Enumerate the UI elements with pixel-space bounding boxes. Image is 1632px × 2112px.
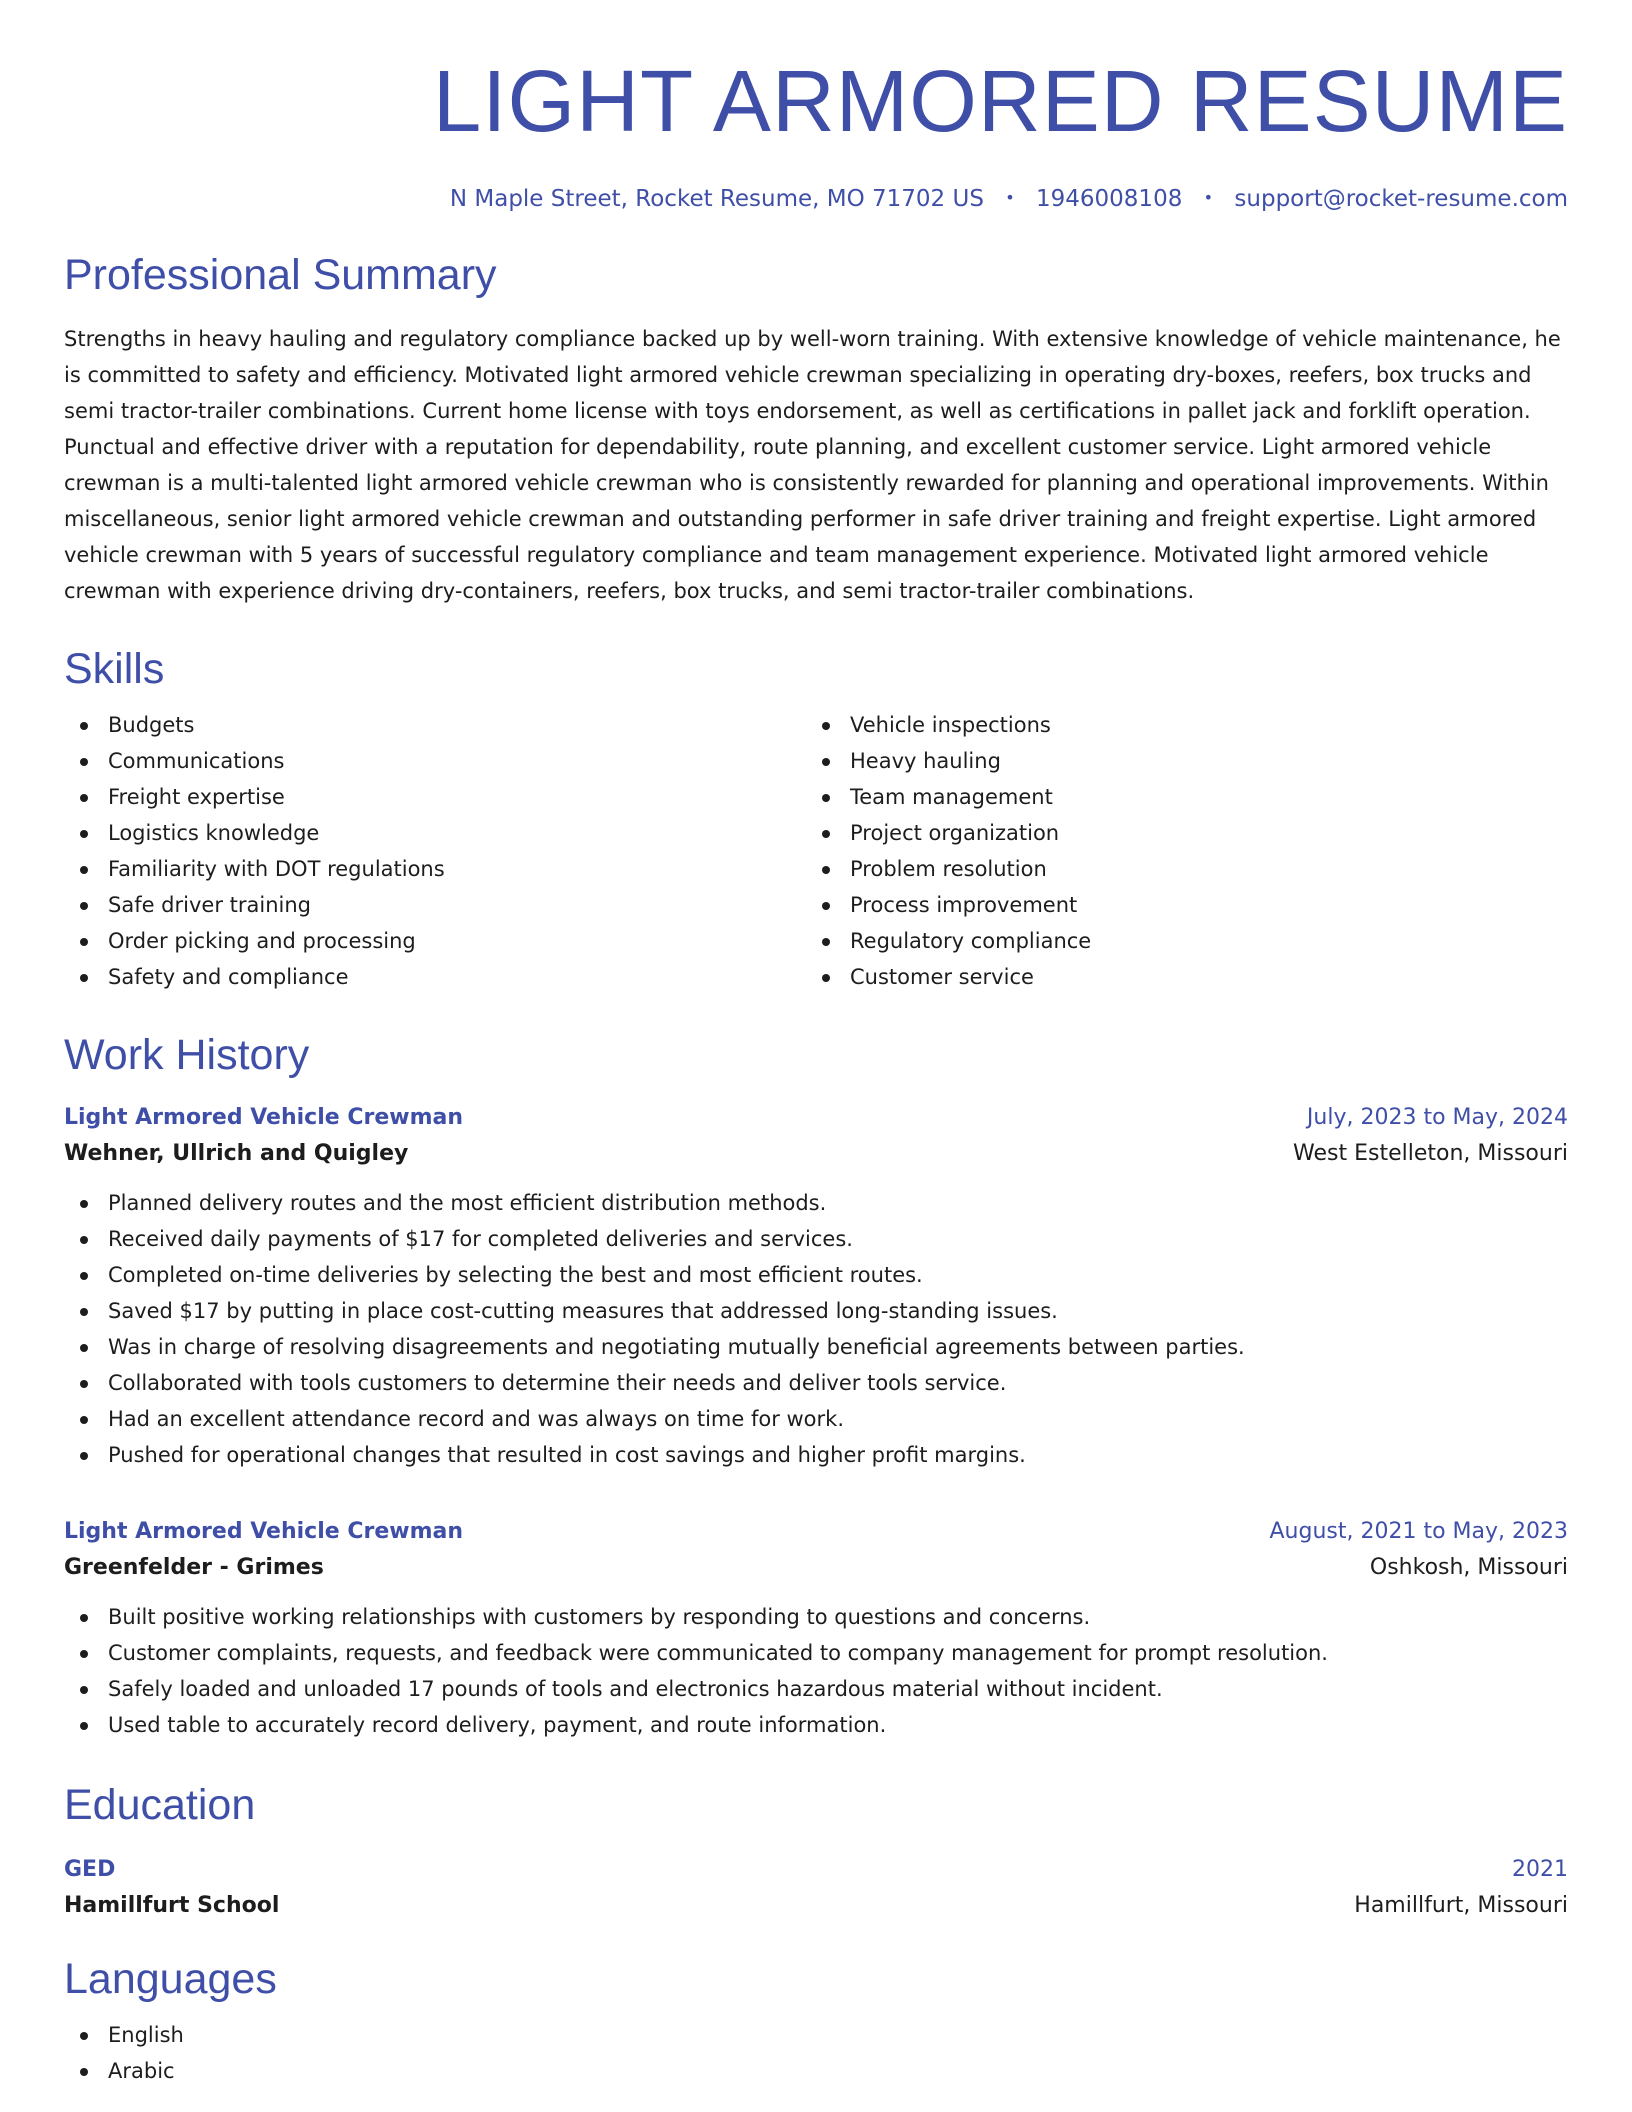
duty-item: Saved $17 by putting in place cost-cutting measures that addressed long-standing issues. [64,1293,1568,1329]
skill-item: Problem resolution [806,851,1548,887]
education-degree: GED [64,1857,116,1882]
contact-line [64,182,1568,215]
education-degree-row [64,1853,1568,1887]
summary-heading: Professional Summary [64,251,497,299]
skills-section [64,643,1568,995]
contact-separator: • [1005,188,1015,207]
skill-item: Freight expertise [64,779,806,815]
languages-list [64,2017,1568,2089]
duty-item: Customer complaints, requests, and feedback were communicated to company management for prompt resolution. [64,1635,1568,1671]
skills-list-right [806,707,1548,995]
job-title: Light Armored Vehicle Crewman [64,1519,464,1544]
summary-section [64,249,1568,609]
job-location: Oshkosh, Missouri [1369,1555,1568,1580]
job-duties [64,1185,1568,1473]
duty-item: Pushed for operational changes that resulted in cost savings and higher profit margins. [64,1437,1568,1473]
skill-item: Order picking and processing [64,923,806,959]
job-dates: July, 2023 to May, 2024 [1306,1105,1568,1130]
work-history-section [64,1029,1568,1743]
work-history-heading: Work History [64,1031,310,1079]
summary-text: Strengths in heavy hauling and regulatory compliance backed up by well-worn training. With extensive knowledge of vehicle maintenance, he is committed to safety and efficiency. Motivated light armored vehicle crewman specializing in operating dry-boxes, reefers, box trucks and semi tractor-trailer combinations. Current home license with toys endorsement, as well as certifications in pallet jack and forklift operation. Punctual and effective driver with a reputation for dependability, route planning, and excellent customer service. Light armored vehicle crewman is a multi-talented light armored vehicle crewman who is consistently rewarded for planning and operational improvements. Within miscellaneous, senior light armored vehicle crewman and outstanding performer in safe driver training and freight expertise. Light armored vehicle crewman with 5 years of successful regulatory compliance and team management experience. Motivated light armored vehicle crewman with experience driving dry-containers, reefers, box trucks, and semi tractor-trailer combinations. [64,327,1561,603]
duty-item: Safely loaded and unloaded 17 pounds of tools and electronics hazardous material without incident. [64,1671,1568,1707]
education-entry [64,1853,1568,1925]
skills-list-left [64,707,806,995]
skill-item: Heavy hauling [806,743,1548,779]
education-year: 2021 [1512,1857,1568,1882]
skill-item: Customer service [806,959,1548,995]
languages-section [64,1953,1568,2089]
duty-item: Received daily payments of $17 for completed deliveries and services. [64,1221,1568,1257]
language-item: Arabic [64,2053,1568,2089]
education-heading: Education [64,1781,256,1829]
job-duties [64,1599,1568,1743]
education-section [64,1779,1568,1925]
education-school-row [64,1887,1568,1925]
duty-item: Was in charge of resolving disagreements and negotiating mutually beneficial agreements between parties. [64,1329,1568,1365]
resume-page [64,0,1568,2089]
skills-heading: Skills [64,645,165,693]
job-title-row [64,1101,1568,1135]
duty-item: Completed on-time deliveries by selecting the best and most efficient routes. [64,1257,1568,1293]
skill-item: Logistics knowledge [64,815,806,851]
education-school: Hamillfurt School [64,1893,280,1918]
job-entry [64,1515,1568,1743]
resume-header [64,0,1568,215]
education-location: Hamillfurt, Missouri [1354,1893,1568,1918]
job-dates: August, 2021 to May, 2023 [1269,1519,1568,1544]
language-item: English [64,2017,1568,2053]
job-title-row [64,1515,1568,1549]
contact-address: N Maple Street, Rocket Resume, MO 71702 US [449,186,984,212]
skill-item: Familiarity with DOT regulations [64,851,806,887]
job-location: West Estelleton, Missouri [1293,1141,1568,1166]
skill-item: Safe driver training [64,887,806,923]
job-employer-row [64,1549,1568,1587]
job-title: Light Armored Vehicle Crewman [64,1105,464,1130]
skill-item: Project organization [806,815,1548,851]
contact-phone: 1946008108 [1036,186,1183,212]
duty-item: Built positive working relationships with customers by responding to questions and concerns. [64,1599,1568,1635]
contact-email: support@rocket-resume.com [1234,186,1568,212]
skills-columns [64,707,1568,995]
skill-item: Process improvement [806,887,1548,923]
duty-item: Planned delivery routes and the most efficient distribution methods. [64,1185,1568,1221]
skill-item: Budgets [64,707,806,743]
skill-item: Regulatory compliance [806,923,1548,959]
skill-item: Communications [64,743,806,779]
job-entry [64,1101,1568,1473]
job-employer-row [64,1135,1568,1173]
languages-heading: Languages [64,1955,277,2003]
job-employer: Greenfelder - Grimes [64,1555,324,1580]
duty-item: Used table to accurately record delivery, payment, and route information. [64,1707,1568,1743]
job-employer: Wehner, Ullrich and Quigley [64,1141,409,1166]
skill-item: Safety and compliance [64,959,806,995]
applicant-name: LIGHT ARMORED RESUME [432,53,1568,150]
skill-item: Team management [806,779,1548,815]
skill-item: Vehicle inspections [806,707,1548,743]
contact-separator: • [1203,188,1214,207]
duty-item: Had an excellent attendance record and was always on time for work. [64,1401,1568,1437]
duty-item: Collaborated with tools customers to determine their needs and deliver tools service. [64,1365,1568,1401]
